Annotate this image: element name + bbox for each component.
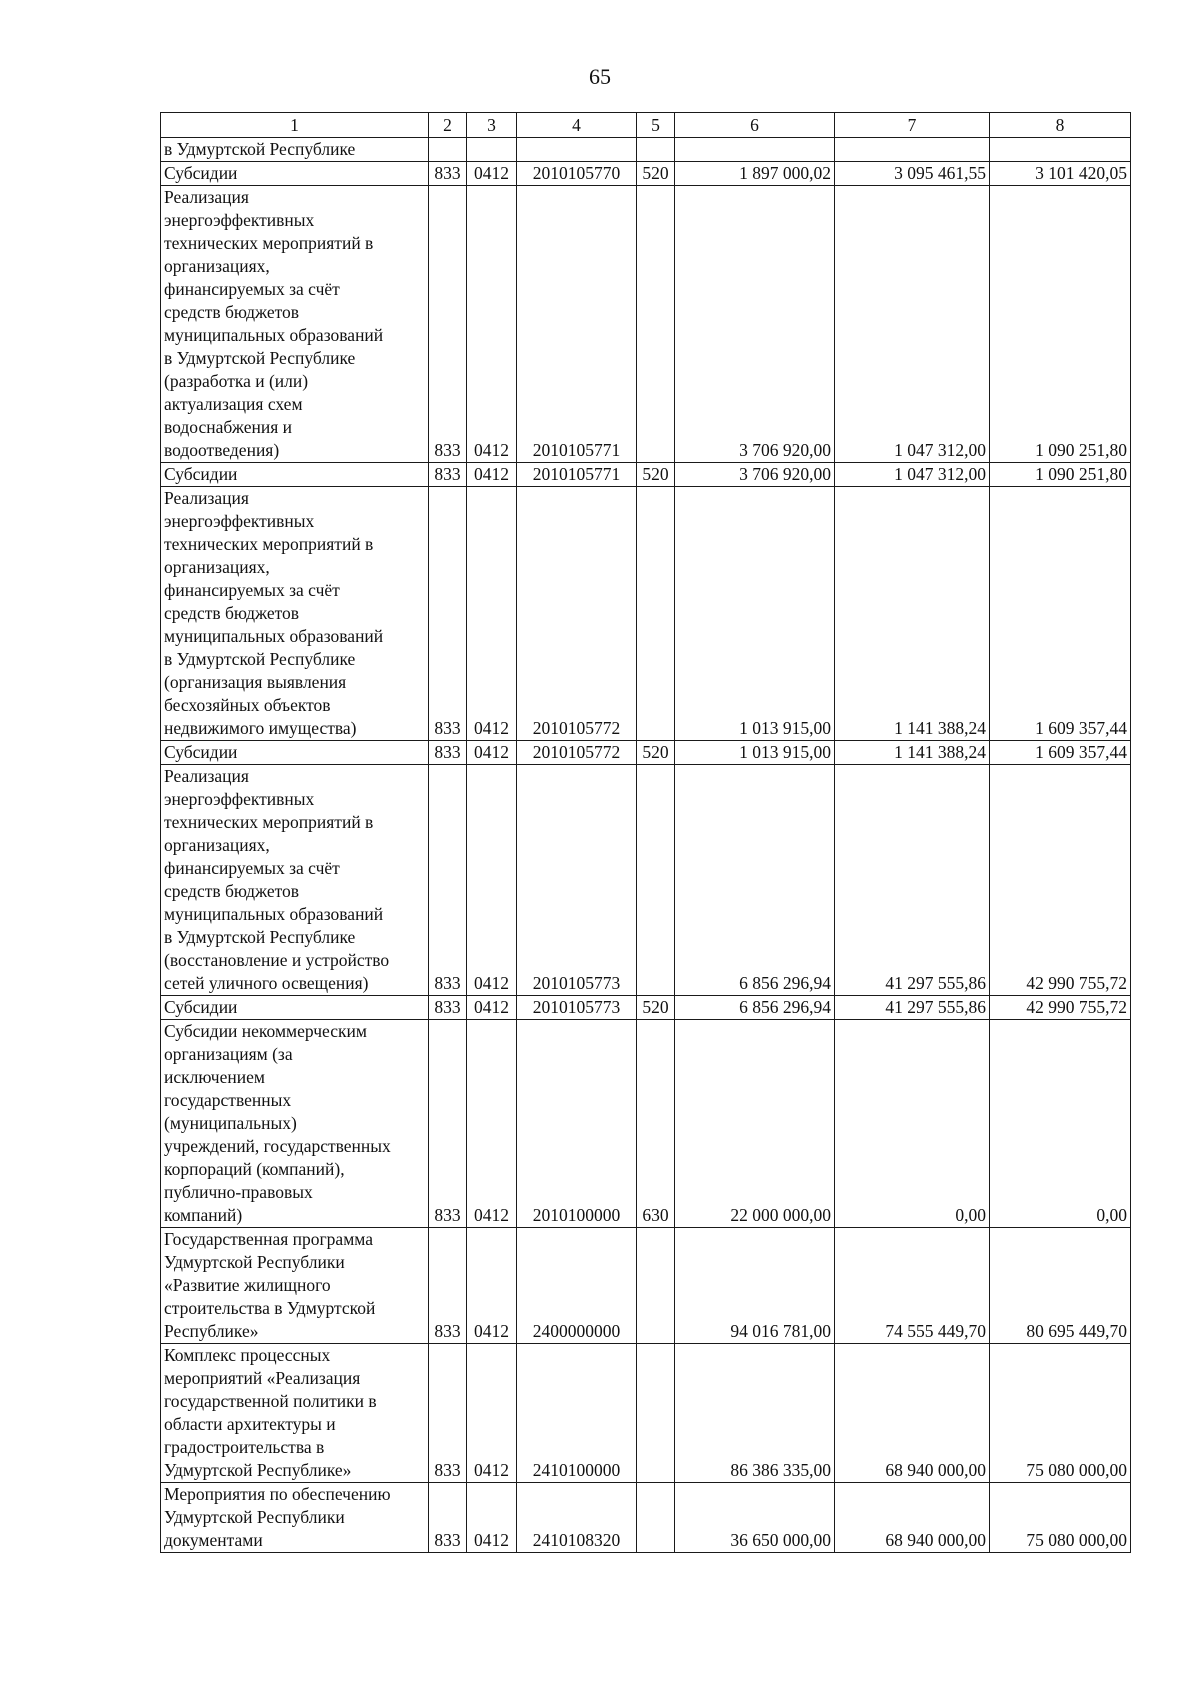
target-code-cell: 2010105771 [517, 463, 637, 487]
admin-code-cell: 833 [429, 463, 467, 487]
admin-code-cell [429, 138, 467, 162]
expense-type-cell [637, 186, 675, 463]
expense-type-cell [637, 487, 675, 741]
row-name-cell: Субсидии [161, 741, 429, 765]
amount-col8-cell: 0,00 [990, 1020, 1131, 1228]
target-code-cell: 2010105773 [517, 765, 637, 996]
target-code-cell: 2010105773 [517, 996, 637, 1020]
admin-code-cell: 833 [429, 162, 467, 186]
expense-type-cell: 520 [637, 996, 675, 1020]
expense-type-cell: 630 [637, 1020, 675, 1228]
table-row [161, 162, 1131, 186]
page-number: 65 [589, 64, 611, 89]
row-name-cell: Реализация энергоэффективных технических мероприятий в организациях, финансируемых за счёт средств бюджетов муниципальных образований в Удмуртской Республике (восстановление и устройство сетей уличного освещения) [161, 765, 429, 996]
amount-col6-cell: 1 897 000,02 [675, 162, 835, 186]
admin-code-cell: 833 [429, 741, 467, 765]
row-name-cell: Государственная программа Удмуртской Республики «Развитие жилищного строительства в Удмуртской Республике» [161, 1228, 429, 1344]
admin-code-cell: 833 [429, 996, 467, 1020]
table-body [161, 113, 1131, 1553]
amount-col8-cell [990, 138, 1131, 162]
amount-col7-cell: 41 297 555,86 [835, 996, 990, 1020]
table-row [161, 138, 1131, 162]
admin-code-cell: 833 [429, 1020, 467, 1228]
table-row [161, 765, 1131, 996]
budget-table [160, 112, 1131, 1553]
amount-col7-cell: 3 095 461,55 [835, 162, 990, 186]
row-name-cell: Субсидии [161, 463, 429, 487]
amount-col7-cell: 68 940 000,00 [835, 1483, 990, 1553]
header-cell: 3 [467, 113, 517, 138]
row-name-cell: Субсидии некоммерческим организациям (за исключением государственных (муниципальных) учреждений, государственных корпораций (компаний), публично-правовых компаний) [161, 1020, 429, 1228]
amount-col8-cell: 75 080 000,00 [990, 1344, 1131, 1483]
amount-col6-cell: 6 856 296,94 [675, 996, 835, 1020]
target-code-cell: 2410100000 [517, 1344, 637, 1483]
table-row [161, 1020, 1131, 1228]
section-code-cell: 0412 [467, 487, 517, 741]
amount-col7-cell: 41 297 555,86 [835, 765, 990, 996]
amount-col8-cell: 42 990 755,72 [990, 996, 1131, 1020]
amount-col8-cell: 1 090 251,80 [990, 186, 1131, 463]
target-code-cell: 2010100000 [517, 1020, 637, 1228]
target-code-cell: 2410108320 [517, 1483, 637, 1553]
row-name-cell: Субсидии [161, 162, 429, 186]
amount-col6-cell: 36 650 000,00 [675, 1483, 835, 1553]
section-code-cell: 0412 [467, 996, 517, 1020]
header-cell: 6 [675, 113, 835, 138]
section-code-cell: 0412 [467, 162, 517, 186]
table-row [161, 1344, 1131, 1483]
row-name-cell: Мероприятия по обеспечению Удмуртской Республики документами [161, 1483, 429, 1553]
admin-code-cell: 833 [429, 765, 467, 996]
table-row [161, 741, 1131, 765]
amount-col6-cell: 6 856 296,94 [675, 765, 835, 996]
section-code-cell: 0412 [467, 186, 517, 463]
section-code-cell: 0412 [467, 741, 517, 765]
amount-col7-cell: 0,00 [835, 1020, 990, 1228]
amount-col6-cell: 86 386 335,00 [675, 1344, 835, 1483]
table-row [161, 463, 1131, 487]
amount-col7-cell: 1 141 388,24 [835, 487, 990, 741]
row-name-cell: в Удмуртской Республике [161, 138, 429, 162]
amount-col8-cell: 1 609 357,44 [990, 741, 1131, 765]
section-code-cell: 0412 [467, 1344, 517, 1483]
section-code-cell: 0412 [467, 1483, 517, 1553]
admin-code-cell: 833 [429, 1344, 467, 1483]
row-name-cell: Комплекс процессных мероприятий «Реализация государственной политики в области архитектуры и градостроительства в Удмуртской Республике» [161, 1344, 429, 1483]
amount-col6-cell: 3 706 920,00 [675, 186, 835, 463]
amount-col7-cell [835, 138, 990, 162]
header-cell: 2 [429, 113, 467, 138]
table-row [161, 186, 1131, 463]
header-cell: 8 [990, 113, 1131, 138]
target-code-cell [517, 138, 637, 162]
expense-type-cell [637, 1344, 675, 1483]
admin-code-cell: 833 [429, 1483, 467, 1553]
target-code-cell: 2010105771 [517, 186, 637, 463]
expense-type-cell: 520 [637, 741, 675, 765]
expense-type-cell: 520 [637, 162, 675, 186]
amount-col8-cell: 80 695 449,70 [990, 1228, 1131, 1344]
amount-col8-cell: 3 101 420,05 [990, 162, 1131, 186]
row-name-cell: Субсидии [161, 996, 429, 1020]
amount-col6-cell: 1 013 915,00 [675, 741, 835, 765]
header-cell: 1 [161, 113, 429, 138]
amount-col6-cell [675, 138, 835, 162]
target-code-cell: 2010105770 [517, 162, 637, 186]
amount-col6-cell: 3 706 920,00 [675, 463, 835, 487]
admin-code-cell: 833 [429, 487, 467, 741]
amount-col8-cell: 75 080 000,00 [990, 1483, 1131, 1553]
admin-code-cell: 833 [429, 1228, 467, 1344]
amount-col7-cell: 1 047 312,00 [835, 463, 990, 487]
section-code-cell [467, 138, 517, 162]
row-name-cell: Реализация энергоэффективных технических мероприятий в организациях, финансируемых за счёт средств бюджетов муниципальных образований в Удмуртской Республике (разработка и (или) актуализация схем водоснабжения и водоотведения) [161, 186, 429, 463]
header-cell: 7 [835, 113, 990, 138]
table-row [161, 996, 1131, 1020]
section-code-cell: 0412 [467, 1228, 517, 1344]
section-code-cell: 0412 [467, 463, 517, 487]
target-code-cell: 2400000000 [517, 1228, 637, 1344]
table-row [161, 487, 1131, 741]
amount-col6-cell: 22 000 000,00 [675, 1020, 835, 1228]
expense-type-cell [637, 765, 675, 996]
amount-col7-cell: 74 555 449,70 [835, 1228, 990, 1344]
header-cell: 5 [637, 113, 675, 138]
amount-col6-cell: 1 013 915,00 [675, 487, 835, 741]
amount-col7-cell: 1 047 312,00 [835, 186, 990, 463]
amount-col8-cell: 1 090 251,80 [990, 463, 1131, 487]
header-cell: 4 [517, 113, 637, 138]
amount-col8-cell: 1 609 357,44 [990, 487, 1131, 741]
table-row [161, 1228, 1131, 1344]
amount-col8-cell: 42 990 755,72 [990, 765, 1131, 996]
table-row [161, 1483, 1131, 1553]
expense-type-cell [637, 138, 675, 162]
amount-col6-cell: 94 016 781,00 [675, 1228, 835, 1344]
target-code-cell: 2010105772 [517, 741, 637, 765]
amount-col7-cell: 1 141 388,24 [835, 741, 990, 765]
expense-type-cell [637, 1483, 675, 1553]
row-name-cell: Реализация энергоэффективных технических мероприятий в организациях, финансируемых за счёт средств бюджетов муниципальных образований в Удмуртской Республике (организация выявления бесхозяйных объектов недвижимого имущества) [161, 487, 429, 741]
expense-type-cell [637, 1228, 675, 1344]
target-code-cell: 2010105772 [517, 487, 637, 741]
admin-code-cell: 833 [429, 186, 467, 463]
amount-col7-cell: 68 940 000,00 [835, 1344, 990, 1483]
section-code-cell: 0412 [467, 765, 517, 996]
expense-type-cell: 520 [637, 463, 675, 487]
section-code-cell: 0412 [467, 1020, 517, 1228]
header-row [161, 113, 1131, 138]
